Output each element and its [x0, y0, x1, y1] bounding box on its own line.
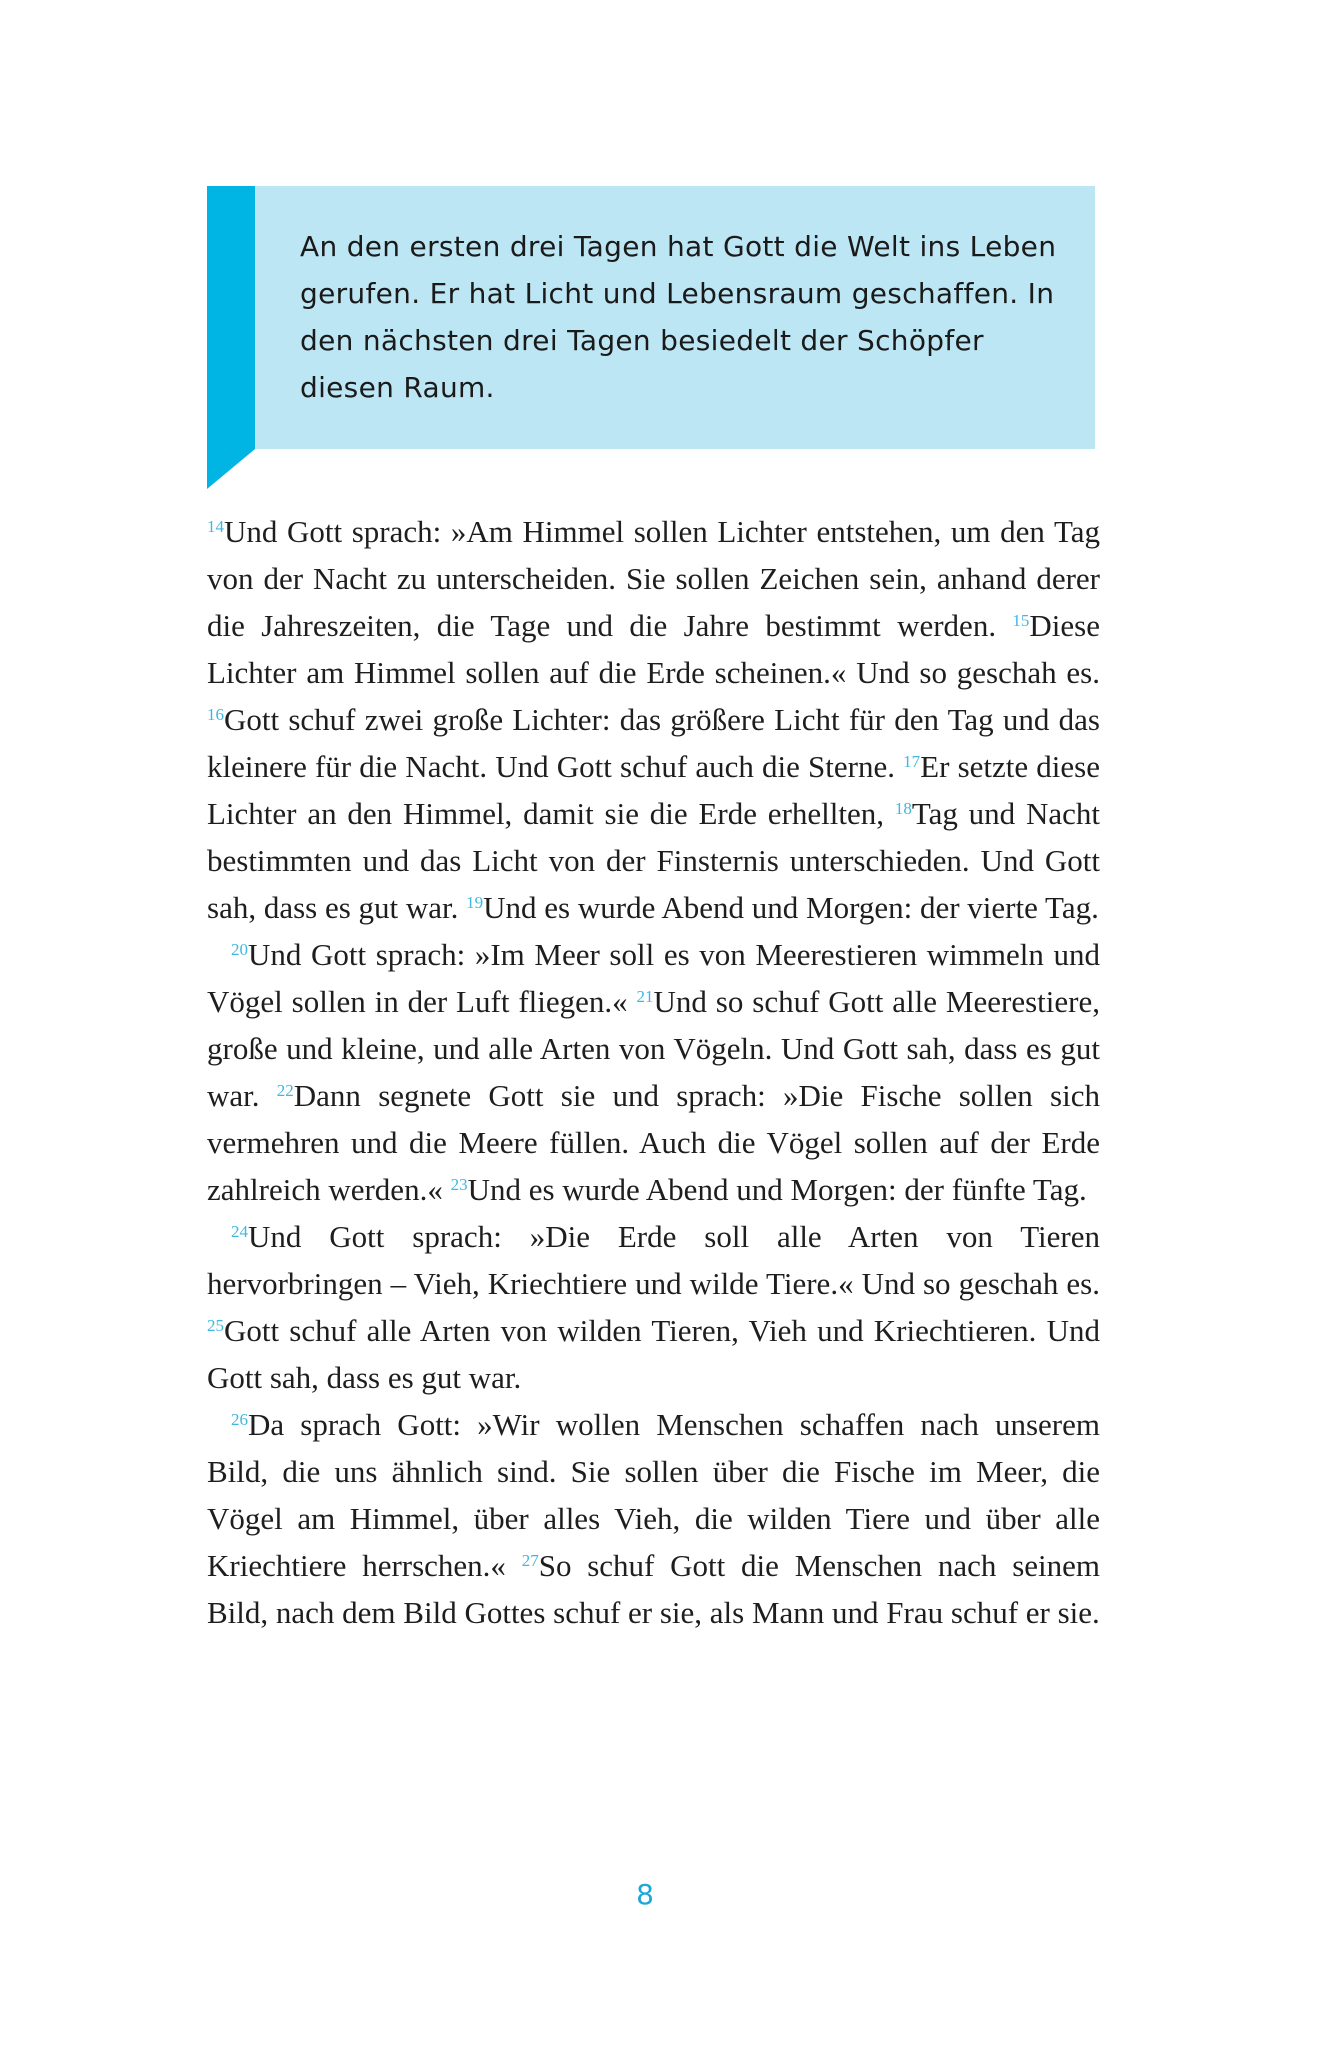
verse-number: 24 — [231, 1222, 248, 1241]
verse-number: 21 — [636, 987, 654, 1006]
verse-text: Gott schuf zwei große Lichter: das größere Licht für den Tag und das kleinere für die Nacht. Und Gott schuf auch die Sterne. — [207, 702, 1100, 784]
verse-text: Und Gott sprach: »Die Erde soll alle Arten von Tieren hervorbringen – Vieh, Kriechtiere und wilde Tiere.« Und so geschah es. — [207, 1219, 1100, 1301]
verse-number: 22 — [276, 1081, 294, 1100]
scripture-paragraph — [207, 931, 1100, 1213]
verse-number: 27 — [521, 1551, 539, 1570]
page-number: 8 — [636, 1878, 654, 1911]
verse-text: Und es wurde Abend und Morgen: der fünfte Tag. — [467, 1172, 1087, 1207]
verse-text: Diese Lichter am Himmel sollen auf die Erde scheinen.« Und so geschah es. — [207, 608, 1100, 690]
verse-number: 26 — [231, 1410, 248, 1429]
verse-text: Und so schuf Gott alle Meerestiere, große und kleine, und alle Arten von Vögeln. Und Gott sah, dass es gut war. — [207, 984, 1100, 1113]
scripture-paragraph — [207, 1401, 1100, 1636]
verse-number: 16 — [207, 705, 224, 724]
verse-text: So schuf Gott die Menschen nach seinem Bild, nach dem Bild Gottes schuf er sie, als Mann und Frau schuf er sie. — [207, 1548, 1100, 1630]
verse-text: Und Gott sprach: »Am Himmel sollen Lichter entstehen, um den Tag von der Nacht zu unterscheiden. Sie sollen Zeichen sein, anhand derer die Jahreszeiten, die Tage und die Jahre bestimmt werden. — [207, 514, 1100, 643]
verse-number: 14 — [207, 517, 224, 536]
verse-text: Gott schuf alle Arten von wilden Tieren, Vieh und Kriechtieren. Und Gott sah, dass es gut war. — [207, 1313, 1100, 1395]
verse-number: 15 — [1012, 611, 1030, 630]
verse-text: Und Gott sprach: »Im Meer soll es von Meerestieren wimmeln und Vögel sollen in der Luft fliegen.« — [207, 937, 1100, 1019]
verse-text: Und es wurde Abend und Morgen: der vierte Tag. — [483, 890, 1099, 925]
verse-number: 25 — [207, 1316, 224, 1335]
verse-number: 20 — [231, 940, 248, 959]
verse-number: 17 — [903, 752, 921, 771]
intro-text: An den ersten drei Tagen hat Gott die Welt ins Leben gerufen. Er hat Licht und Lebensraum geschaffen. In den nächsten drei Tagen besiedelt der Schöpfer diesen Raum. — [300, 230, 1057, 404]
scripture-paragraph — [207, 1213, 1100, 1401]
verse-text: Da sprach Gott: »Wir wollen Menschen schaffen nach unserem Bild, die uns ähnlich sind. Sie sollen über die Fische im Meer, die Vögel am Himmel, über alles Vieh, die wilden Tiere und über alle Kriechtiere herrschen.« — [207, 1407, 1100, 1583]
intro-accent-bar — [207, 186, 255, 449]
verse-number: 23 — [450, 1175, 468, 1194]
intro-accent-tail — [207, 449, 255, 489]
scripture-paragraph — [207, 508, 1100, 931]
verse-number: 19 — [466, 893, 484, 912]
verse-text: Er setzte diese Lichter an den Himmel, damit sie die Erde erhellten, — [207, 749, 1100, 831]
verse-number: 18 — [894, 799, 912, 818]
scripture-text — [207, 508, 1100, 1636]
verse-text: Tag und Nacht bestimmten und das Licht von der Finsternis unterschieden. Und Gott sah, dass es gut war. — [207, 796, 1100, 925]
verse-text: Dann segnete Gott sie und sprach: »Die Fische sollen sich vermehren und die Meere füllen. Auch die Vögel sollen auf der Erde zahlreich werden.« — [207, 1078, 1100, 1207]
